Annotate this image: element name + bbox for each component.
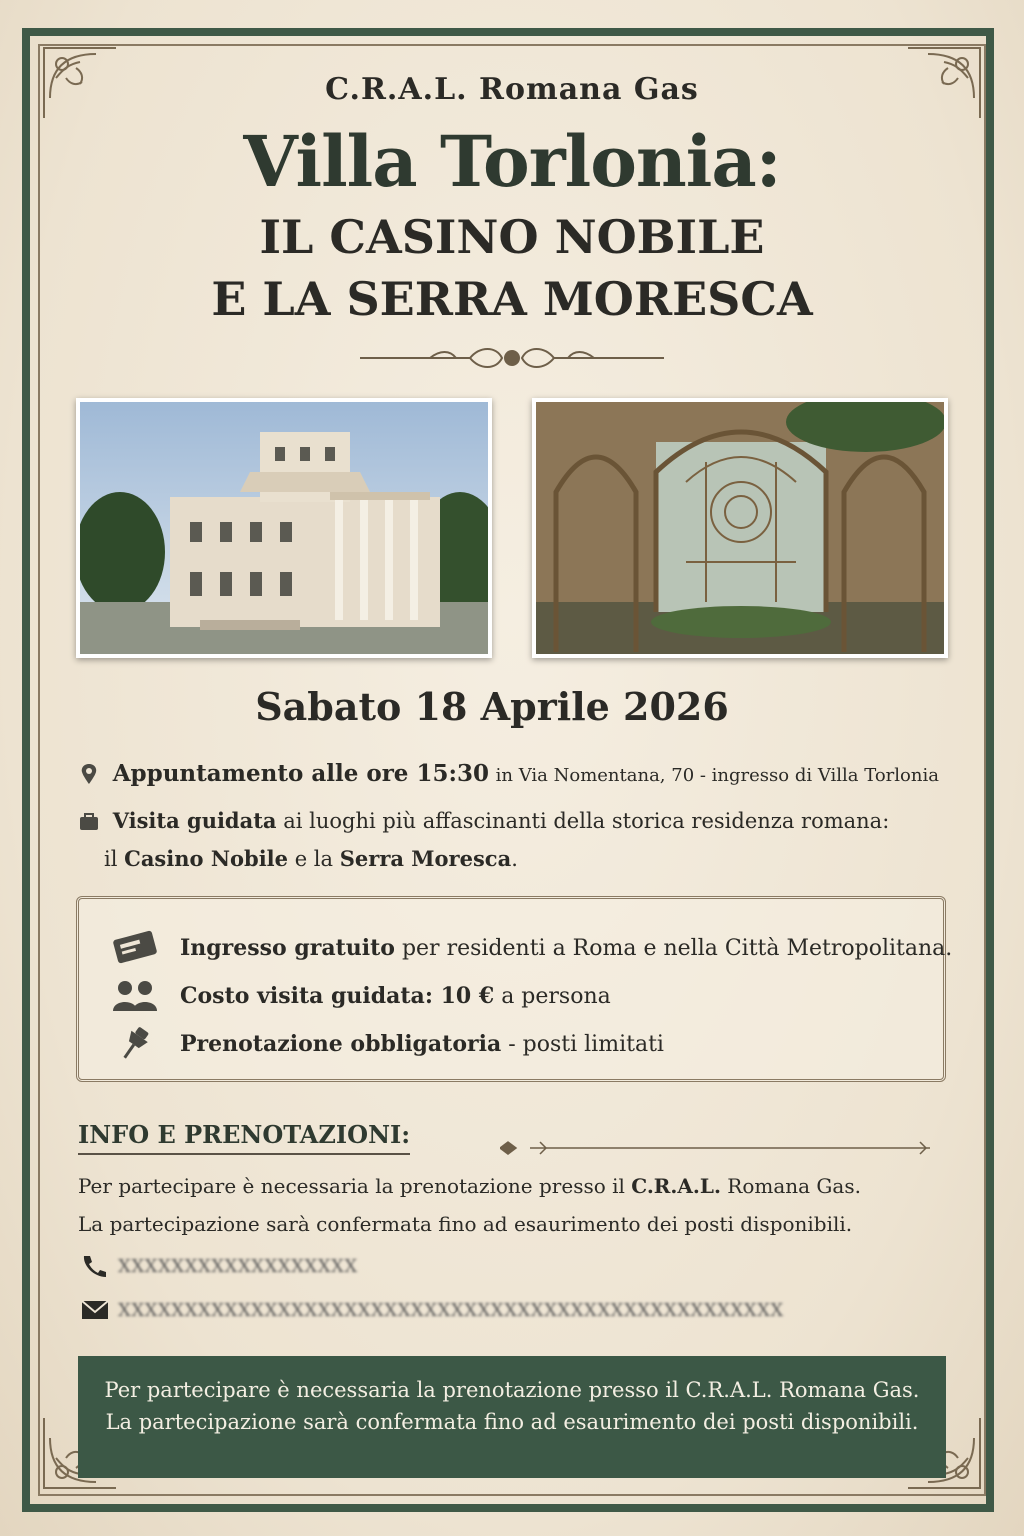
info-p1-bold: C.R.A.L. <box>631 1174 721 1198</box>
serra-moresca-photo <box>532 398 948 658</box>
phone-number[interactable]: XXXXXXXXXXXXXXXXXX <box>118 1256 358 1277</box>
meeting-time: Appuntamento alle ore 15:30 <box>112 760 489 787</box>
rule-ornament-icon <box>500 1138 940 1158</box>
flourish-divider-icon <box>360 340 664 376</box>
visit-line2-mid: e la <box>288 847 340 871</box>
event-date: Sabato 18 Aprile 2026 <box>255 684 729 729</box>
page-title: Villa Torlonia: <box>243 120 781 203</box>
cost-text: a persona <box>501 984 611 1009</box>
footer-banner: Per partecipare è necessaria la prenotazione presso il C.R.A.L. Romana Gas. La partecipazione sarà confermata fino ad esaurimento dei posti disponibili. <box>78 1356 946 1478</box>
details-box <box>76 896 953 1082</box>
organization-name: C.R.A.L. Romana Gas <box>325 72 699 107</box>
info-p1-pre: Per partecipare è necessaria la prenotazione presso il <box>78 1174 632 1198</box>
meeting-info <box>78 760 939 787</box>
cost-info <box>109 977 611 1013</box>
casino-nobile-photo <box>76 398 492 658</box>
visit-line2-pre: il <box>104 847 125 871</box>
cost-label: Costo visita guidata: 10 € <box>180 983 495 1009</box>
people-icon <box>109 977 161 1013</box>
info-paragraph-1 <box>78 1174 861 1198</box>
visit-info-line2 <box>104 846 518 871</box>
pushpin-icon <box>109 1025 161 1061</box>
serra-moresca-label: Serra Moresca <box>339 846 512 871</box>
booking-info <box>109 1025 664 1061</box>
visit-text: ai luoghi più affascinanti della storica residenza romana: <box>283 809 890 833</box>
envelope-icon <box>80 1298 110 1322</box>
subtitle-line2: E LA SERRA MORESCA <box>211 272 813 326</box>
subtitle-line1: IL CASINO NOBILE <box>259 210 765 264</box>
booking-text: - posti limitati <box>508 1032 664 1057</box>
visit-label: Visita guidata <box>112 808 277 833</box>
email-address[interactable]: XXXXXXXXXXXXXXXXXXXXXXXXXXXXXXXXXXXXXXXXXXXXXXXXXX <box>118 1300 784 1321</box>
visit-line2-end: . <box>511 847 518 871</box>
casino-nobile-label: Casino Nobile <box>124 846 289 871</box>
entry-info <box>109 929 952 965</box>
meeting-place: in Via Nomentana, 70 - ingresso di Villa Torlonia <box>495 765 939 786</box>
tour-bag-icon <box>78 810 100 832</box>
info-heading: INFO E PRENOTAZIONI: <box>78 1120 410 1155</box>
ticket-icon <box>109 929 161 965</box>
map-pin-icon <box>78 763 100 785</box>
phone-icon <box>80 1254 110 1278</box>
info-p1-post: Romana Gas. <box>720 1174 861 1198</box>
booking-label: Prenotazione obbligatoria <box>180 1031 502 1057</box>
entry-text: per residenti a Roma e nella Città Metropolitana. <box>401 936 953 961</box>
entry-label: Ingresso gratuito <box>180 935 395 961</box>
visit-info <box>78 808 889 833</box>
info-paragraph-2: La partecipazione sarà confermata fino ad esaurimento dei posti disponibili. <box>78 1212 853 1236</box>
